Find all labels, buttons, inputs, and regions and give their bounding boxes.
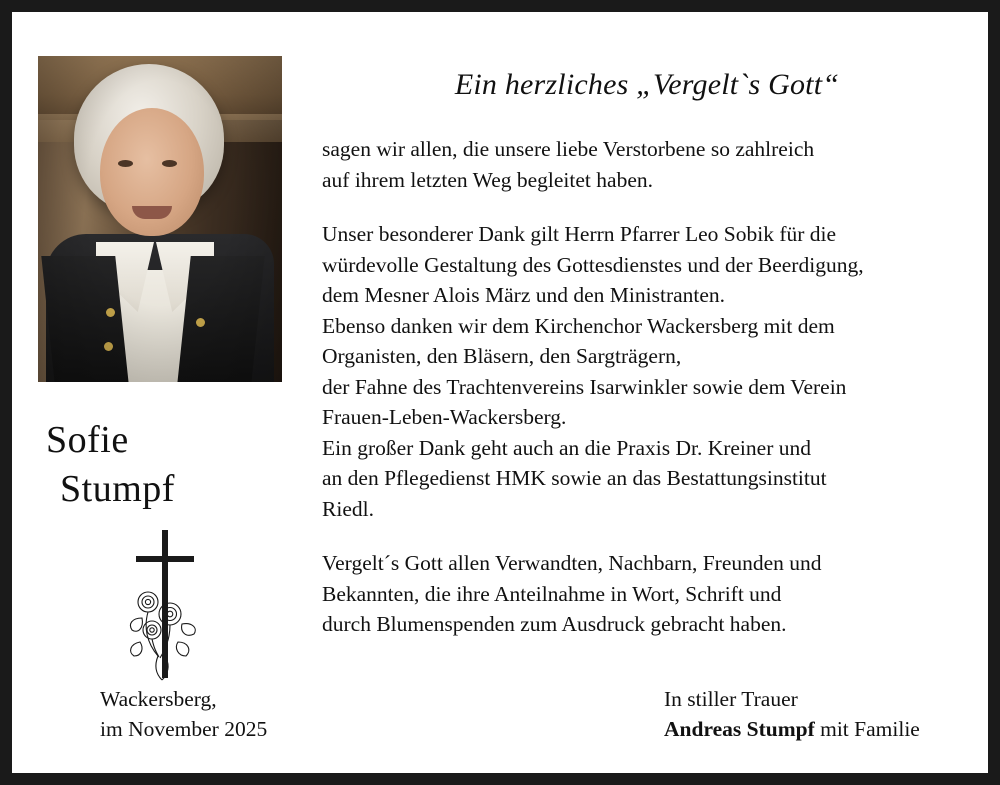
card-inner — [12, 12, 988, 773]
paragraph-line: an den Pflegedienst HMK sowie an das Bestattungsinstitut — [322, 466, 827, 491]
paragraph-line: Riedl. — [322, 496, 374, 521]
paragraph-line: Ebenso danken wir dem Kirchenchor Wackersberg mit dem — [322, 313, 835, 338]
deceased-name — [38, 416, 298, 513]
paragraph-closing — [322, 548, 972, 640]
footer-place: Wackersberg, — [100, 686, 217, 711]
footer-place-date — [100, 684, 267, 745]
mourning-label: In stiller Trauer — [664, 686, 798, 711]
photo-vignette — [38, 56, 282, 382]
mourner-suffix: mit Familie — [814, 717, 920, 742]
paragraph-intro — [322, 134, 972, 195]
paragraph-line: auf ihrem letzten Weg begleitet haben. — [322, 167, 653, 192]
paragraph-line: dem Mesner Alois März und den Ministranten. — [322, 283, 726, 308]
mourner-line — [664, 714, 920, 745]
paragraph-line: Organisten, den Bläsern, den Sargträgern, — [322, 344, 682, 369]
portrait-photo — [38, 56, 282, 382]
paragraph-thanks — [322, 219, 972, 524]
deceased-first-name: Sofie — [46, 419, 129, 461]
cross-with-roses — [112, 530, 232, 690]
paragraph-line: Ein großer Dank geht auch an die Praxis Dr. Kreiner und — [322, 435, 811, 460]
paragraph-line: Frauen-Leben-Wackersberg. — [322, 405, 567, 430]
paragraph-line: Bekannten, die ihre Anteilnahme in Wort, Schrift und — [322, 581, 782, 606]
deceased-last-name: Stumpf — [60, 467, 175, 510]
cross-icon — [112, 530, 232, 690]
mourner-name: Andreas Stumpf — [664, 717, 815, 742]
paragraph-line: würdevolle Gestaltung des Gottesdienstes und der Beerdigung, — [322, 252, 864, 277]
footer-date: im November 2025 — [100, 717, 268, 742]
paragraph-line: Unser besonderer Dank gilt Herrn Pfarrer Leo Sobik für die — [322, 222, 837, 247]
body-text — [322, 134, 972, 640]
paragraph-line: der Fahne des Trachtenvereins Isarwinkler sowie dem Verein — [322, 374, 847, 399]
headline: Ein herzliches „Vergelt`s Gott“ — [454, 68, 840, 101]
paragraph-line: durch Blumenspenden zum Ausdruck gebracht haben. — [322, 612, 787, 637]
footer-mourners — [664, 684, 920, 745]
paragraph-line: sagen wir allen, die unsere liebe Verstorbene so zahlreich — [322, 137, 815, 161]
left-column — [38, 56, 298, 513]
right-column — [322, 56, 972, 640]
paragraph-line: Vergelt´s Gott allen Verwandten, Nachbarn, Freunden und — [322, 551, 822, 576]
